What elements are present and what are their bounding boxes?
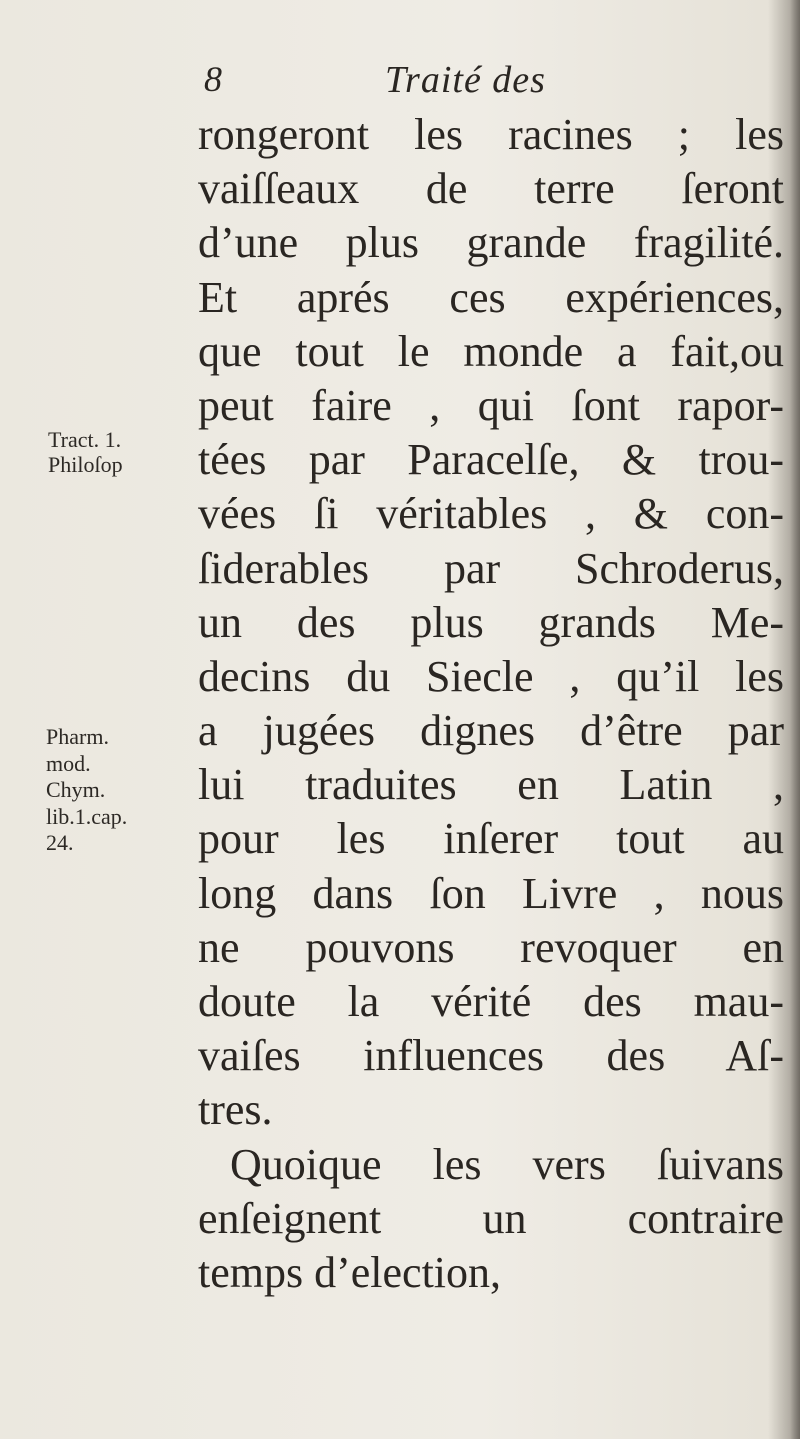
text-line: vaiſes influences des Aſ- bbox=[198, 1031, 784, 1081]
margin-note-line: Pharm. bbox=[46, 724, 109, 749]
text-line: tres. bbox=[198, 1085, 273, 1135]
text-line: d’une plus grande fragilité. bbox=[198, 218, 784, 268]
text-line: a jugées dignes d’être par bbox=[198, 706, 784, 756]
body-text bbox=[198, 108, 784, 1300]
text-line: lui traduites en Latin , bbox=[198, 760, 784, 810]
text-line: Quoique les vers ſuivans bbox=[230, 1139, 784, 1189]
page-number: 8 bbox=[204, 59, 222, 99]
text-line: vaiſſeaux de terre ſeront bbox=[198, 164, 784, 214]
text-line: enſeignent un contraire bbox=[198, 1193, 784, 1243]
text-line: decins du Siecle , qu’il les bbox=[198, 651, 784, 701]
margin-note-tract bbox=[48, 427, 198, 477]
text-line: vées ſi véritables , & con- bbox=[198, 489, 784, 539]
text-line: que tout le monde a fait,ou bbox=[198, 326, 784, 376]
margin-note-line: Philoſop bbox=[48, 452, 123, 477]
margin-note-line: 24. bbox=[46, 830, 74, 855]
margin-note-pharm bbox=[46, 724, 196, 857]
text-line: peut faire , qui ſont rapor- bbox=[198, 380, 784, 430]
text-line: un des plus grands Me- bbox=[198, 597, 784, 647]
margin-note-line: mod. bbox=[46, 750, 91, 776]
text-line: temps d’election, bbox=[198, 1247, 502, 1297]
margin-note-line: Tract. 1. bbox=[48, 427, 122, 452]
margin-note-line: Chym. bbox=[46, 777, 106, 802]
text-line: tées par Paracelſe, & trou- bbox=[198, 435, 784, 485]
text-line: ne pouvons revoquer en bbox=[198, 922, 784, 972]
page-edge-shadow bbox=[790, 0, 800, 1439]
text-line: pour les inſerer tout au bbox=[198, 814, 784, 864]
text-line: Et aprés ces expériences, bbox=[198, 272, 784, 322]
text-line: ſiderables par Schroderus, bbox=[198, 543, 784, 593]
running-title: Traité des bbox=[385, 59, 546, 101]
page-header bbox=[200, 58, 640, 108]
text-line: doute la vérité des mau- bbox=[198, 977, 784, 1026]
text-line: long dans ſon Livre , nous bbox=[198, 868, 784, 918]
margin-note-line: lib.1.cap. bbox=[46, 803, 128, 829]
text-line: rongeront les racines ; les bbox=[198, 110, 784, 159]
